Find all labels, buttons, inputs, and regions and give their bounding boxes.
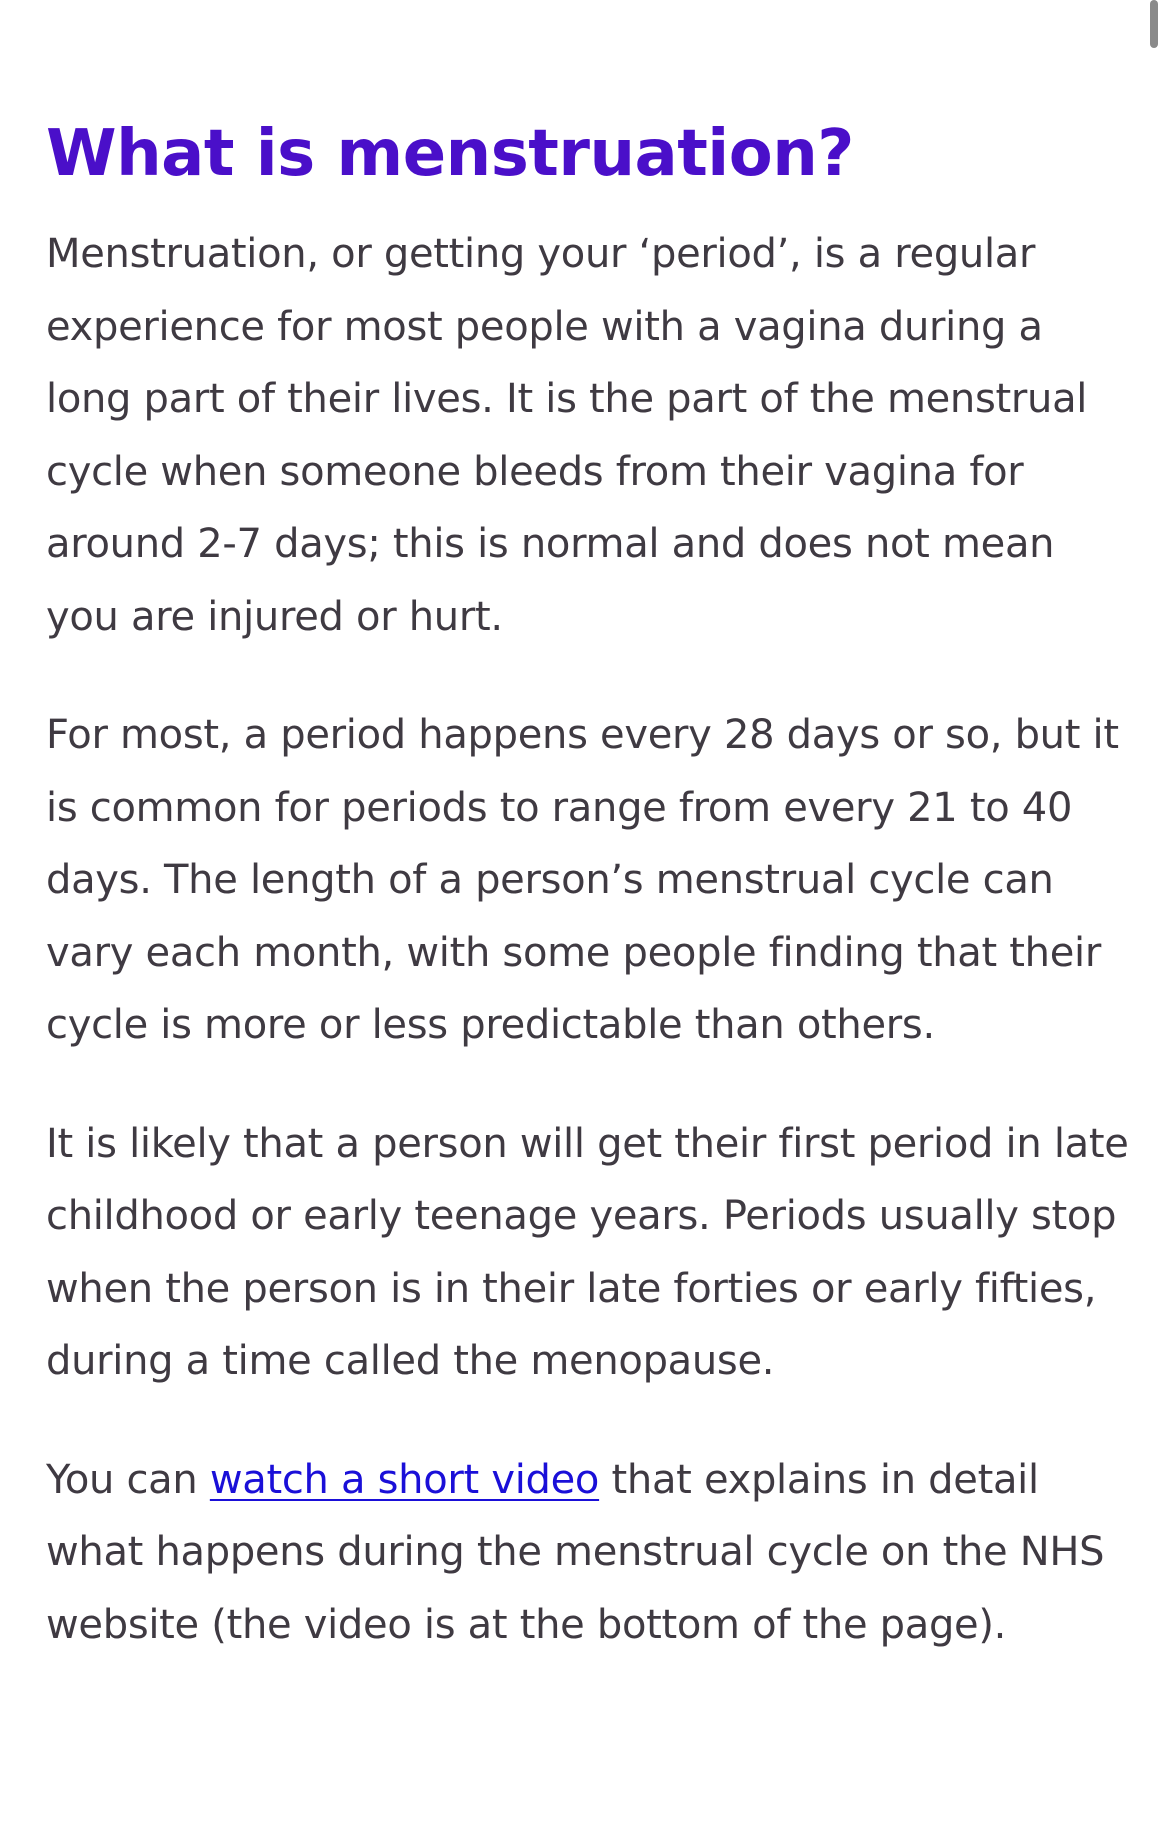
- watch-video-link[interactable]: watch a short video: [209, 1456, 600, 1503]
- page-title: What is menstruation?: [46, 117, 854, 191]
- article: [46, 112, 1136, 1707]
- paragraph-cycle-length: For most, a period happens every 28 days or so, but it is common for periods to range from every 21 to 40 days. The length of a person’s menstrual cycle can vary each month, with some people finding that their cycle is more or less predictable than others.: [46, 712, 1119, 1048]
- paragraph-definition: Menstruation, or getting your ‘period’, is a regular experience for most people with a vagina during a long part of their lives. It is the part of the menstrual cycle when someone bleeds from their vagina for around 2-7 days; this is normal and does not mean you are injured or hurt.: [46, 231, 1088, 640]
- paragraph-video: [46, 1444, 1136, 1662]
- scrollbar[interactable]: [1150, 0, 1158, 48]
- video-text-before: You can: [46, 1456, 210, 1503]
- video-text-after: that explains in detail what happens during the menstrual cycle on the NHS website (the video is at the bottom of the page).: [46, 1456, 1105, 1648]
- paragraph-age-range: It is likely that a person will get their first period in late childhood or early teenage years. Periods usually stop when the person is in their late forties or early fifties, during a time called the menopause.: [46, 1120, 1129, 1384]
